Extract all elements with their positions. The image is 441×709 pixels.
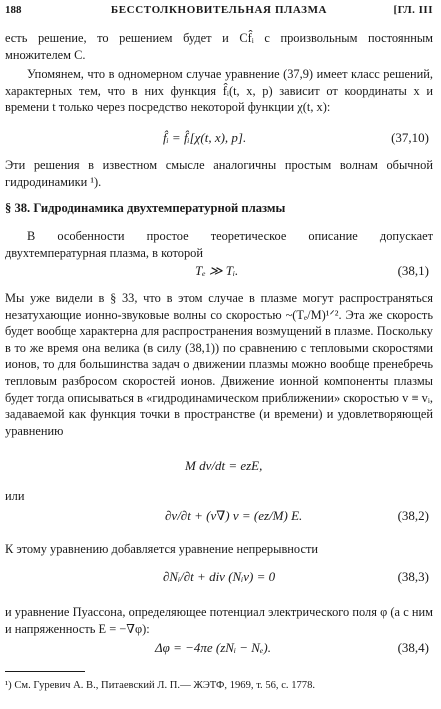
equation-body: ∂v/∂t + (v∇) v = (ez/M) E. — [165, 508, 303, 523]
equation-number: (38,1) — [397, 263, 429, 278]
running-header — [5, 4, 433, 20]
equation-38-3 — [5, 569, 433, 589]
paragraph-1: есть решение, то решением будет и Cf̂ᵢ с произвольным постоянным множителем C. — [5, 31, 433, 62]
paragraph-4: В особенности простое теоретическое описание допускает двухтемпературная плазма, в которой — [5, 229, 433, 260]
equation-body: M dv/dt = ezE, — [185, 458, 263, 473]
paragraph-2: Упомянем, что в одномерном случае уравнение (37,9) имеет класс решений, характерных тем, что в них функция f̂ᵢ(t, x, p) зависит от координаты x и времени t только через посредство некоторой функции χ(t, x): — [5, 67, 433, 115]
section-heading: § 38. Гидродинамика двухтемпературной плазмы — [5, 201, 286, 215]
footnote: ¹) См. Гуревич А. В., Питаевский Л. П.— ЖЭТФ, 1969, т. 56, с. 1778. — [5, 680, 316, 691]
paragraph-8: и уравнение Пуассона, определяющее потенциал электрического поля φ (а с ним и напряженность E = −∇φ): — [5, 605, 433, 636]
equation-body: f̂ᵢ = f̂ᵢ[χ(t, x), p]. — [163, 130, 247, 145]
running-title: БЕССТОЛКНОВИТЕЛЬНАЯ ПЛАЗМА — [110, 4, 328, 16]
paragraph-7: К этому уравнению добавляется уравнение непрерывности — [5, 542, 318, 556]
equation-body: ∂Nᵢ/∂t + div (Nᵢv) = 0 — [163, 569, 276, 584]
equation-motion — [5, 458, 433, 478]
equation-38-2 — [5, 508, 433, 528]
paragraph-5: Мы уже видели в § 33, что в этом случае в плазме могут распространяться незатухающие ионно-звуковые волны со скоростью ~(Tₑ/M)¹ᐟ². Эта же скорость будет вообще характерна для распространения возмущений в плазме. Поскольку в то же время она велика (в силу (38,1)) по сравнению с тепловыми скоростями ионов, то для большинства задач о движении плазмы можно вообще пренебречь тепловым разбросом скоростей ионов. Движение ионной компоненты плазмы будет тогда описываться в «гидродинамическом приближении» скоростью v ≡ vᵢ, задаваемой как функция точки в пространстве (и времени) и удовлетворяющей уравнению — [5, 291, 433, 438]
equation-number: (38,4) — [397, 640, 429, 655]
equation-number: (38,3) — [397, 569, 429, 584]
equation-body: Tₑ ≫ Tᵢ. — [195, 263, 239, 278]
chapter-label: [ГЛ. III — [393, 4, 433, 16]
page-number: 188 — [5, 4, 22, 16]
paragraph-6: или — [5, 489, 25, 503]
equation-38-4 — [5, 640, 433, 660]
equation-38-1 — [5, 263, 433, 283]
equation-number: (38,2) — [397, 508, 429, 523]
equation-number: (37,10) — [391, 130, 429, 145]
footnote-rule — [5, 671, 85, 672]
equation-37-10 — [5, 130, 433, 150]
paragraph-3: Эти решения в известном смысле аналогичны простым волнам обычной гидродинамики ¹). — [5, 158, 433, 189]
equation-body: Δφ = −4πe (zNᵢ − Nₑ). — [155, 640, 271, 655]
